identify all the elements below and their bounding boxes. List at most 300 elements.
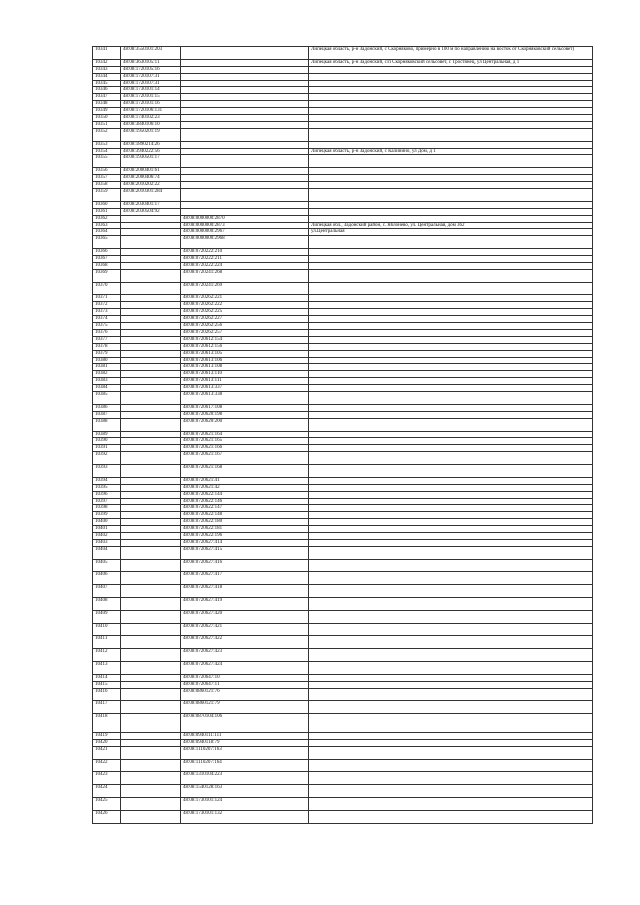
address-cell	[309, 452, 593, 465]
cadastral-number-cell-2: 48:08:0720647:11	[181, 681, 309, 688]
row-number-cell: 10360	[93, 201, 121, 208]
cadastral-number-cell-2: 48:08:1540128:163	[181, 785, 309, 798]
address-cell	[309, 519, 593, 526]
cadastral-number-cell-2: 48:08:0000000:2967	[181, 229, 309, 236]
address-cell	[309, 445, 593, 452]
cadastral-number-cell-2	[181, 188, 309, 201]
row-number-cell: 10384	[93, 385, 121, 392]
register-table-body	[93, 47, 593, 824]
table-row	[93, 59, 593, 66]
table-row	[93, 610, 593, 623]
table-row	[93, 282, 593, 295]
cadastral-number-cell	[121, 411, 181, 418]
cadastral-number-cell-2: 48:08:0720621:165	[181, 438, 309, 445]
address-cell	[309, 810, 593, 823]
cadastral-number-cell	[121, 431, 181, 438]
table-row	[93, 797, 593, 810]
row-number-cell: 10346	[93, 87, 121, 94]
table-row	[93, 392, 593, 405]
cadastral-number-cell-2: 48:08:0720613:106	[181, 357, 309, 364]
address-cell	[309, 498, 593, 505]
row-number-cell: 10369	[93, 269, 121, 282]
cadastral-number-cell	[121, 404, 181, 411]
row-number-cell: 10365	[93, 236, 121, 249]
cadastral-number-cell	[121, 302, 181, 309]
row-number-cell: 10400	[93, 519, 121, 526]
cadastral-number-cell-2: 48:08:1110207:164	[181, 759, 309, 772]
cadastral-number-cell	[121, 465, 181, 478]
row-number-cell: 10422	[93, 759, 121, 772]
cadastral-number-cell: 48:08:1720101:15	[121, 94, 181, 101]
address-cell	[309, 392, 593, 405]
address-cell	[309, 701, 593, 714]
row-number-cell: 10403	[93, 539, 121, 546]
address-cell	[309, 108, 593, 115]
row-number-cell: 10397	[93, 498, 121, 505]
row-number-cell: 10416	[93, 688, 121, 701]
row-number-cell: 10404	[93, 546, 121, 559]
address-cell	[309, 168, 593, 175]
cadastral-number-cell	[121, 445, 181, 452]
cadastral-number-cell-2	[181, 208, 309, 215]
table-row	[93, 343, 593, 350]
table-row	[93, 215, 593, 222]
cadastral-number-cell-2: 48:08:0720627:418	[181, 585, 309, 598]
address-cell	[309, 714, 593, 733]
row-number-cell: 10341	[93, 47, 121, 60]
address-cell	[309, 772, 593, 785]
cadastral-number-cell-2: 48:08:0720627:414	[181, 539, 309, 546]
table-row	[93, 759, 593, 772]
cadastral-number-cell-2: 48:08:0720620:198	[181, 411, 309, 418]
cadastral-number-cell-2: 48:08:0720621:42	[181, 484, 309, 491]
cadastral-number-cell-2: 48:08:0720627:415	[181, 546, 309, 559]
cadastral-number-cell: 48:08:3630105:11	[121, 59, 181, 66]
cadastral-number-cell	[121, 662, 181, 675]
cadastral-number-cell-2: 48:08:1110207:163	[181, 746, 309, 759]
cadastral-number-cell-2: 48:08:0720613:337	[181, 385, 309, 392]
cadastral-number-cell	[121, 229, 181, 236]
row-number-cell: 10392	[93, 452, 121, 465]
cadastral-number-cell	[121, 810, 181, 823]
cadastral-number-cell: 48:08:2010301:284	[121, 188, 181, 201]
address-cell	[309, 411, 593, 418]
cadastral-number-cell-2: 48:08:0720613:110	[181, 371, 309, 378]
cadastral-number-cell	[121, 636, 181, 649]
table-row	[93, 295, 593, 302]
row-number-cell: 10370	[93, 282, 121, 295]
register-page	[92, 46, 592, 824]
address-cell	[309, 484, 593, 491]
address-cell	[309, 94, 593, 101]
cadastral-number-cell-2: 48:08:0720222:211	[181, 256, 309, 263]
row-number-cell: 10415	[93, 681, 121, 688]
address-cell	[309, 598, 593, 611]
table-row	[93, 746, 593, 759]
address-cell	[309, 491, 593, 498]
cadastral-number-cell-2: 48:08:1310104:223	[181, 772, 309, 785]
address-cell	[309, 269, 593, 282]
cadastral-number-cell-2: 48:08:0720621:41	[181, 477, 309, 484]
row-number-cell: 10378	[93, 343, 121, 350]
row-number-cell: 10394	[93, 477, 121, 484]
row-number-cell: 10363	[93, 222, 121, 229]
row-number-cell: 10345	[93, 80, 121, 87]
table-row	[93, 585, 593, 598]
cadastral-number-cell	[121, 491, 181, 498]
cadastral-number-cell-2: 48:08:0720241:268	[181, 269, 309, 282]
cadastral-number-cell: 48:08:2030401:17	[121, 201, 181, 208]
table-row	[93, 431, 593, 438]
address-cell	[309, 526, 593, 533]
cadastral-number-cell-2: 48:08:0720612:156	[181, 343, 309, 350]
row-number-cell: 10379	[93, 350, 121, 357]
cadastral-number-cell	[121, 215, 181, 222]
address-cell	[309, 101, 593, 108]
address-cell	[309, 610, 593, 623]
table-row	[93, 115, 593, 122]
address-cell	[309, 465, 593, 478]
table-row	[93, 168, 593, 175]
table-row	[93, 47, 593, 60]
address-cell	[309, 249, 593, 256]
cadastral-number-cell-2: 48:08:1730101:132	[181, 810, 309, 823]
row-number-cell: 10399	[93, 512, 121, 519]
table-row	[93, 418, 593, 431]
address-cell	[309, 66, 593, 73]
address-cell	[309, 302, 593, 309]
address-cell	[309, 739, 593, 746]
address-cell	[309, 746, 593, 759]
table-row	[93, 155, 593, 168]
cadastral-number-cell	[121, 262, 181, 269]
row-number-cell: 10353	[93, 141, 121, 148]
cadastral-number-cell-2	[181, 201, 309, 208]
cadastral-number-cell	[121, 585, 181, 598]
table-row	[93, 505, 593, 512]
table-row	[93, 498, 593, 505]
cadastral-number-cell-2: 48:08:0720621:164	[181, 431, 309, 438]
cadastral-number-cell: 48:08:1950201:19	[121, 128, 181, 141]
cadastral-number-cell	[121, 772, 181, 785]
table-row	[93, 101, 593, 108]
cadastral-number-cell	[121, 732, 181, 739]
table-row	[93, 316, 593, 323]
table-row	[93, 121, 593, 128]
cadastral-number-cell	[121, 539, 181, 546]
row-number-cell: 10396	[93, 491, 121, 498]
address-cell: Липецкая область, р-н Задонский, с Калинино, ул Дом, д 1	[309, 148, 593, 155]
address-cell	[309, 115, 593, 122]
address-cell	[309, 215, 593, 222]
table-row	[93, 559, 593, 572]
cadastral-number-cell-2: 48:08:0720622:181	[181, 526, 309, 533]
address-cell	[309, 559, 593, 572]
cadastral-number-cell-2	[181, 155, 309, 168]
cadastral-number-cell	[121, 295, 181, 302]
address-cell	[309, 785, 593, 798]
cadastral-number-cell-2	[181, 141, 309, 148]
row-number-cell: 10423	[93, 772, 121, 785]
cadastral-number-cell-2: 48:08:0720262:256	[181, 323, 309, 330]
table-row	[93, 810, 593, 823]
table-row	[93, 73, 593, 80]
row-number-cell: 10410	[93, 623, 121, 636]
address-cell	[309, 295, 593, 302]
address-cell: Липецкая обл., Задонский район, с. Яблонево, ул. Центральная, дом 362	[309, 222, 593, 229]
address-cell	[309, 121, 593, 128]
row-number-cell: 10390	[93, 438, 121, 445]
address-cell	[309, 316, 593, 323]
table-row	[93, 309, 593, 316]
row-number-cell: 10368	[93, 262, 121, 269]
cadastral-number-cell-2: 48:08:0860121:76	[181, 688, 309, 701]
address-cell	[309, 688, 593, 701]
cadastral-number-cell	[121, 256, 181, 263]
address-cell	[309, 208, 593, 215]
cadastral-number-cell-2	[181, 148, 309, 155]
address-cell	[309, 438, 593, 445]
row-number-cell: 10380	[93, 357, 121, 364]
address-cell	[309, 282, 593, 295]
cadastral-number-cell	[121, 526, 181, 533]
cadastral-number-cell-2: 48:08:0720627:420	[181, 610, 309, 623]
table-row	[93, 249, 593, 256]
cadastral-number-cell-2: 48:08:0720622:148	[181, 512, 309, 519]
table-row	[93, 772, 593, 785]
cadastral-number-cell-2: 48:08:0720612:154	[181, 336, 309, 343]
row-number-cell: 10372	[93, 302, 121, 309]
table-row	[93, 674, 593, 681]
cadastral-number-cell-2: 48:08:0720613:111	[181, 378, 309, 385]
address-cell	[309, 141, 593, 148]
cadastral-number-cell-2	[181, 121, 309, 128]
cadastral-number-cell	[121, 785, 181, 798]
cadastral-number-cell	[121, 282, 181, 295]
address-cell	[309, 674, 593, 681]
table-row	[93, 465, 593, 478]
row-number-cell: 10425	[93, 797, 121, 810]
row-number-cell: 10417	[93, 701, 121, 714]
row-number-cell: 10402	[93, 533, 121, 540]
row-number-cell: 10409	[93, 610, 121, 623]
cadastral-number-cell-2: 48:08:0860121:79	[181, 701, 309, 714]
address-cell	[309, 533, 593, 540]
cadastral-number-cell-2	[181, 128, 309, 141]
address-cell	[309, 309, 593, 316]
cadastral-number-cell	[121, 438, 181, 445]
row-number-cell: 10395	[93, 484, 121, 491]
row-number-cell: 10352	[93, 128, 121, 141]
cadastral-number-cell-2: 48:08:0720627:416	[181, 559, 309, 572]
table-row	[93, 623, 593, 636]
address-cell	[309, 371, 593, 378]
table-row	[93, 175, 593, 182]
cadastral-number-cell: 48:08:1720107:31	[121, 73, 181, 80]
table-row	[93, 649, 593, 662]
table-row	[93, 329, 593, 336]
row-number-cell: 10355	[93, 155, 121, 168]
table-row	[93, 236, 593, 249]
row-number-cell: 10344	[93, 73, 121, 80]
row-number-cell: 10426	[93, 810, 121, 823]
table-row	[93, 732, 593, 739]
row-number-cell: 10386	[93, 404, 121, 411]
address-cell: Липецкая область, р-н Задонский, с/п Скорняковский сельсовет, с Тростянец, ул Центральная, д 1	[309, 59, 593, 66]
cadastral-number-cell	[121, 505, 181, 512]
cadastral-number-cell-2: 48:08:0720222:224	[181, 262, 309, 269]
row-number-cell: 10408	[93, 598, 121, 611]
cadastral-number-cell-2: 48:08:0720627:422	[181, 636, 309, 649]
cadastral-number-cell: 48:08:1740102:23	[121, 115, 181, 122]
table-row	[93, 526, 593, 533]
address-cell	[309, 572, 593, 585]
address-cell	[309, 128, 593, 141]
cadastral-number-cell-2	[181, 108, 309, 115]
cadastral-number-cell-2: 48:08:0720613:108	[181, 364, 309, 371]
cadastral-number-cell: 48:08:1730101:14	[121, 87, 181, 94]
table-row	[93, 378, 593, 385]
address-cell	[309, 623, 593, 636]
table-row	[93, 256, 593, 263]
row-number-cell: 10411	[93, 636, 121, 649]
cadastral-number-cell-2	[181, 73, 309, 80]
cadastral-number-cell	[121, 378, 181, 385]
cadastral-number-cell-2: 48:08:0720622:180	[181, 519, 309, 526]
cadastral-number-cell-2: 48:08:0720262:221	[181, 295, 309, 302]
cadastral-number-cell	[121, 714, 181, 733]
cadastral-number-cell-2: 48:08:0000000:2873	[181, 222, 309, 229]
cadastral-number-cell: 48:08:1720106:131	[121, 108, 181, 115]
cadastral-number-cell-2: 48:08:0720241:269	[181, 282, 309, 295]
cadastral-number-cell-2	[181, 66, 309, 73]
table-row	[93, 572, 593, 585]
table-row	[93, 208, 593, 215]
table-row	[93, 539, 593, 546]
cadastral-number-cell-2: 48:08:0720622:144	[181, 491, 309, 498]
table-row	[93, 262, 593, 269]
row-number-cell: 10349	[93, 108, 121, 115]
cadastral-number-cell	[121, 533, 181, 540]
cadastral-number-cell: 48:08:1720107:31	[121, 80, 181, 87]
cadastral-number-cell: 48:08:2030504:92	[121, 208, 181, 215]
address-cell	[309, 87, 593, 94]
cadastral-number-cell: 48:08:2010202:22	[121, 182, 181, 189]
table-row	[93, 94, 593, 101]
cadastral-number-cell	[121, 385, 181, 392]
table-row	[93, 302, 593, 309]
row-number-cell: 10398	[93, 505, 121, 512]
row-number-cell: 10348	[93, 101, 121, 108]
cadastral-number-cell: 48:08:3940222:56	[121, 148, 181, 155]
table-row	[93, 714, 593, 733]
cadastral-number-cell: 48:08:2000401:61	[121, 168, 181, 175]
cadastral-number-cell	[121, 392, 181, 405]
row-number-cell: 10361	[93, 208, 121, 215]
table-row	[93, 269, 593, 282]
cadastral-number-cell: 48:08:1890214:26	[121, 141, 181, 148]
cadastral-number-cell-2: 48:08:0720613:338	[181, 392, 309, 405]
address-cell	[309, 378, 593, 385]
table-row	[93, 364, 593, 371]
cadastral-number-cell	[121, 269, 181, 282]
address-cell: ул.Центральная	[309, 229, 593, 236]
table-row	[93, 739, 593, 746]
table-row	[93, 336, 593, 343]
row-number-cell: 10342	[93, 59, 121, 66]
address-cell	[309, 357, 593, 364]
cadastral-number-cell-2: 48:08:0720622:196	[181, 533, 309, 540]
row-number-cell: 10419	[93, 732, 121, 739]
row-number-cell: 10359	[93, 188, 121, 201]
row-number-cell: 10387	[93, 411, 121, 418]
address-cell	[309, 585, 593, 598]
cadastral-number-cell	[121, 674, 181, 681]
cadastral-number-cell-2: 48:08:0720262:227	[181, 316, 309, 323]
address-cell	[309, 350, 593, 357]
cadastral-number-cell	[121, 336, 181, 343]
cadastral-number-cell	[121, 688, 181, 701]
cadastral-number-cell-2: 48:08:0720627:423	[181, 649, 309, 662]
cadastral-number-cell	[121, 498, 181, 505]
cadastral-number-cell-2: 48:08:0720622:146	[181, 498, 309, 505]
table-row	[93, 785, 593, 798]
address-cell	[309, 201, 593, 208]
row-number-cell: 10354	[93, 148, 121, 155]
cadastral-number-cell	[121, 309, 181, 316]
table-row	[93, 636, 593, 649]
table-row	[93, 404, 593, 411]
cadastral-number-cell	[121, 236, 181, 249]
row-number-cell: 10389	[93, 431, 121, 438]
address-cell: Липецкая область, р-н Задонский, с Скорняково, примерно в 100 м по направлению на восток от Скорняковский сельсовет)	[309, 47, 593, 60]
row-number-cell: 10393	[93, 465, 121, 478]
table-row	[93, 519, 593, 526]
cadastral-number-cell	[121, 477, 181, 484]
cadastral-number-cell-2	[181, 87, 309, 94]
table-row	[93, 484, 593, 491]
row-number-cell: 10350	[93, 115, 121, 122]
row-number-cell: 10420	[93, 739, 121, 746]
address-cell	[309, 649, 593, 662]
table-row	[93, 477, 593, 484]
table-row	[93, 182, 593, 189]
cadastral-number-cell	[121, 484, 181, 491]
cadastral-number-cell-2: 48:08:0720621:168	[181, 465, 309, 478]
cadastral-number-cell	[121, 418, 181, 431]
table-row	[93, 452, 593, 465]
cadastral-number-cell	[121, 371, 181, 378]
address-cell	[309, 343, 593, 350]
row-number-cell: 10362	[93, 215, 121, 222]
row-number-cell: 10343	[93, 66, 121, 73]
cadastral-number-cell-2: 48:08:0000000:2968	[181, 236, 309, 249]
table-row	[93, 222, 593, 229]
row-number-cell: 10356	[93, 168, 121, 175]
table-row	[93, 411, 593, 418]
cadastral-number-cell: 48:08:3550101:203	[121, 47, 181, 60]
cadastral-number-cell-2	[181, 101, 309, 108]
row-number-cell: 10424	[93, 785, 121, 798]
table-row	[93, 323, 593, 330]
table-row	[93, 357, 593, 364]
address-cell	[309, 636, 593, 649]
cadastral-number-cell	[121, 323, 181, 330]
cadastral-number-cell-2	[181, 175, 309, 182]
cadastral-number-cell-2: 48:08:1730101:124	[181, 797, 309, 810]
row-number-cell: 10388	[93, 418, 121, 431]
table-row	[93, 546, 593, 559]
